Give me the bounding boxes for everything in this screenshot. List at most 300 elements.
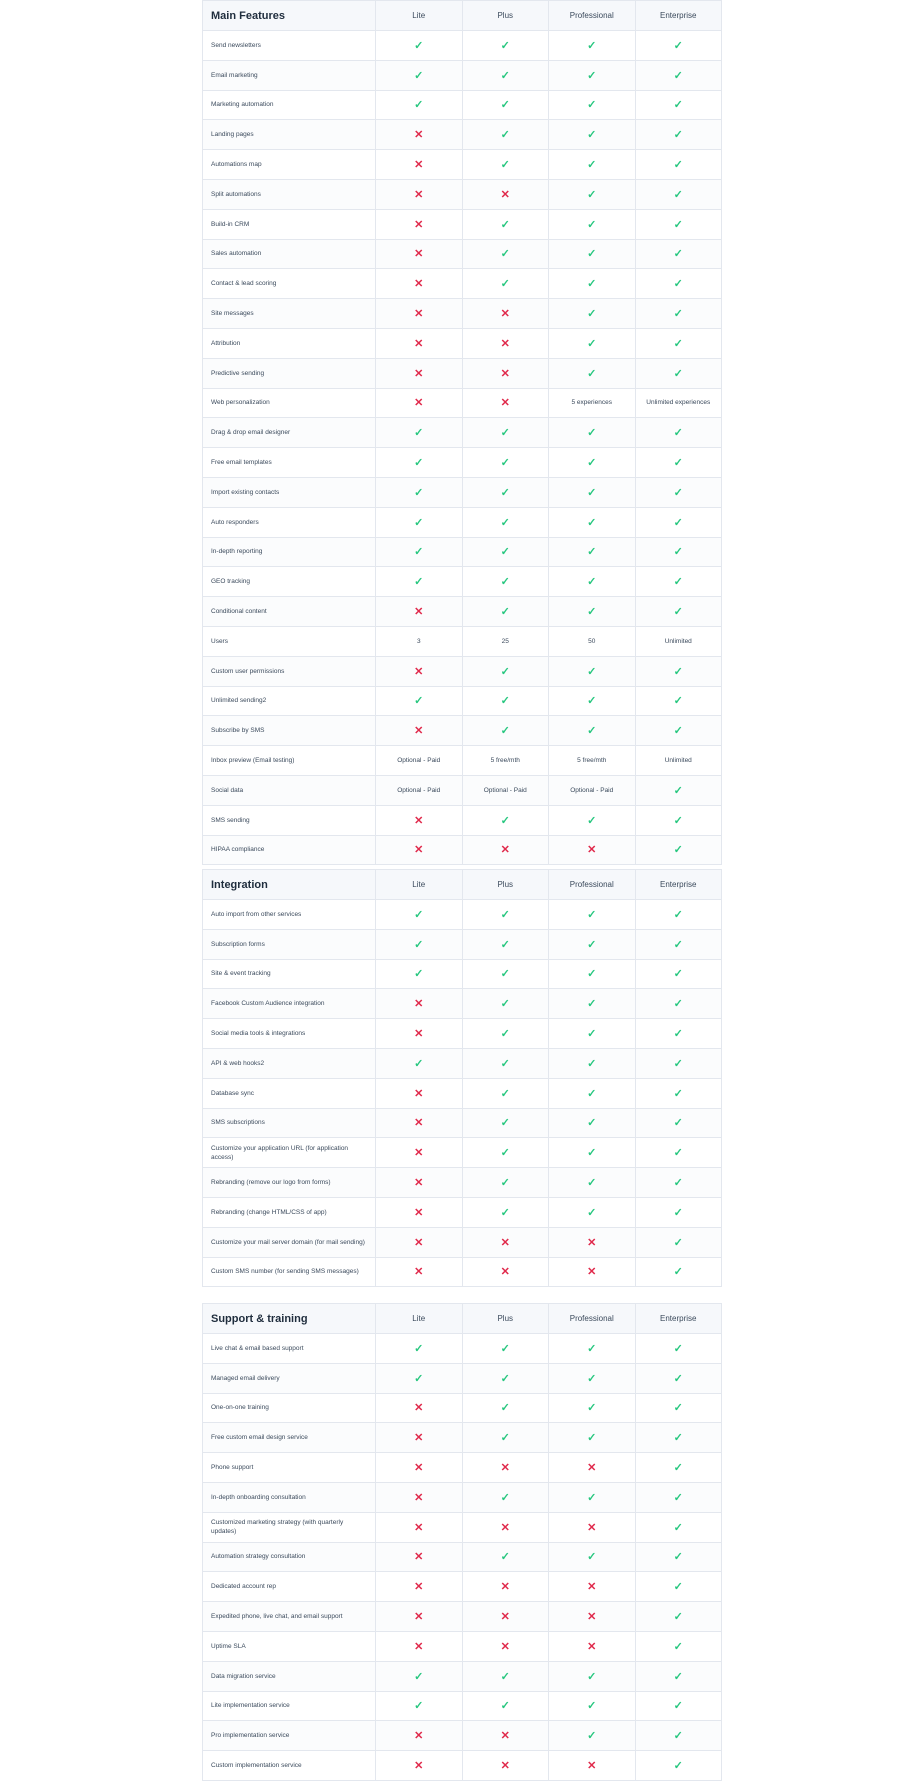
feature-label: Uptime SLA [203, 1631, 376, 1661]
check-icon: ✓ [673, 1177, 683, 1190]
check-icon: ✓ [673, 908, 683, 921]
plan-header-plus: Plus [462, 1304, 549, 1334]
cell-lite [376, 1019, 463, 1049]
table-row [203, 1108, 722, 1138]
cross-icon: ✕ [587, 1581, 597, 1594]
cell-professional [549, 507, 636, 537]
check-icon: ✓ [500, 1432, 510, 1445]
cell-professional [549, 1334, 636, 1364]
feature-label: Rebranding (remove our logo from forms) [203, 1168, 376, 1198]
cell-enterprise [635, 1631, 722, 1661]
check-icon: ✓ [414, 1342, 424, 1355]
check-icon: ✓ [414, 1700, 424, 1713]
cell-enterprise [635, 1512, 722, 1542]
feature-label: In-depth reporting [203, 537, 376, 567]
check-icon: ✓ [673, 99, 683, 112]
cell-professional [549, 1453, 636, 1483]
cross-icon: ✕ [500, 1462, 510, 1475]
cell-enterprise [635, 448, 722, 478]
cross-icon: ✕ [414, 1760, 424, 1773]
table-row [203, 537, 722, 567]
cell-plus [462, 179, 549, 209]
cross-icon: ✕ [414, 188, 424, 201]
check-icon: ✓ [587, 248, 597, 261]
check-icon: ✓ [673, 1462, 683, 1475]
cell-lite [376, 1453, 463, 1483]
cell-professional [549, 686, 636, 716]
check-icon: ✓ [587, 998, 597, 1011]
check-icon: ✓ [587, 39, 597, 52]
feature-label: Database sync [203, 1078, 376, 1108]
cell-lite [376, 656, 463, 686]
cell-professional [549, 328, 636, 358]
cell-plus [462, 1512, 549, 1542]
check-icon: ✓ [587, 457, 597, 470]
check-icon: ✓ [500, 516, 510, 529]
cell-value: 50 [588, 637, 596, 645]
cell-professional [549, 1197, 636, 1227]
cell-lite [376, 537, 463, 567]
cell-plus [462, 989, 549, 1019]
cell-value: Optional - Paid [397, 757, 441, 765]
cell-plus [462, 1048, 549, 1078]
cell-lite [376, 1423, 463, 1453]
check-icon: ✓ [500, 1342, 510, 1355]
cell-enterprise [635, 1048, 722, 1078]
comparison-table [202, 0, 722, 865]
cell-professional [549, 1482, 636, 1512]
cross-icon: ✕ [414, 1177, 424, 1190]
feature-label: Phone support [203, 1453, 376, 1483]
feature-label: HIPAA compliance [203, 835, 376, 865]
cross-icon: ✕ [414, 606, 424, 619]
cell-plus [462, 1751, 549, 1781]
feature-label: Email marketing [203, 60, 376, 90]
feature-label: Sales automation [203, 239, 376, 269]
cell-professional [549, 1168, 636, 1198]
check-icon: ✓ [500, 39, 510, 52]
cell-plus [462, 60, 549, 90]
check-icon: ✓ [673, 844, 683, 857]
cell-enterprise [635, 1602, 722, 1632]
plan-header-enterprise: Enterprise [635, 870, 722, 900]
check-icon: ✓ [673, 516, 683, 529]
feature-label: Managed email delivery [203, 1363, 376, 1393]
cell-value: Optional - Paid [483, 786, 527, 794]
check-icon: ✓ [500, 159, 510, 172]
cross-icon: ✕ [500, 1521, 510, 1534]
cell-lite [376, 686, 463, 716]
cross-icon: ✕ [500, 1266, 510, 1279]
table-row [203, 388, 722, 418]
check-icon: ✓ [673, 606, 683, 619]
cell-lite [376, 1197, 463, 1227]
table-row [203, 90, 722, 120]
cell-value: Unlimited [664, 637, 692, 645]
check-icon: ✓ [500, 129, 510, 142]
cell-lite [376, 328, 463, 358]
cell-enterprise [635, 1257, 722, 1287]
cell-enterprise [635, 597, 722, 627]
comparison-table [202, 869, 722, 1287]
table-row [203, 239, 722, 269]
cell-plus [462, 1197, 549, 1227]
table-row [203, 835, 722, 865]
cross-icon: ✕ [414, 248, 424, 261]
check-icon: ✓ [673, 784, 683, 797]
check-icon: ✓ [673, 1730, 683, 1743]
cell-enterprise [635, 835, 722, 865]
cell-lite [376, 835, 463, 865]
cell-plus [462, 1631, 549, 1661]
cell-value: Unlimited [664, 757, 692, 765]
cell-plus [462, 567, 549, 597]
plan-header-lite: Lite [376, 1, 463, 31]
table-row [203, 1512, 722, 1542]
feature-label: Custom user permissions [203, 656, 376, 686]
check-icon: ✓ [587, 308, 597, 321]
table-row [203, 1542, 722, 1572]
cell-professional [549, 1138, 636, 1168]
check-icon: ✓ [414, 576, 424, 589]
check-icon: ✓ [673, 1372, 683, 1385]
feature-label: In-depth onboarding consultation [203, 1482, 376, 1512]
cross-icon: ✕ [500, 308, 510, 321]
table-row [203, 716, 722, 746]
check-icon: ✓ [500, 278, 510, 291]
table-row [203, 1423, 722, 1453]
cell-professional [549, 1048, 636, 1078]
feature-label: Pro implementation service [203, 1721, 376, 1751]
cell-professional [549, 358, 636, 388]
check-icon: ✓ [414, 457, 424, 470]
feature-label: SMS subscriptions [203, 1108, 376, 1138]
cell-enterprise [635, 1138, 722, 1168]
check-icon: ✓ [414, 1372, 424, 1385]
check-icon: ✓ [673, 1640, 683, 1653]
cell-lite [376, 1363, 463, 1393]
cell-plus [462, 328, 549, 358]
check-icon: ✓ [414, 908, 424, 921]
cell-lite [376, 597, 463, 627]
check-icon: ✓ [673, 546, 683, 559]
check-icon: ✓ [500, 968, 510, 981]
feature-label: Inbox preview (Email testing) [203, 746, 376, 776]
integration-table-wrap [202, 869, 721, 1287]
check-icon: ✓ [673, 1670, 683, 1683]
check-icon: ✓ [587, 1206, 597, 1219]
support-training-table-wrap [202, 1303, 721, 1781]
cell-enterprise [635, 929, 722, 959]
cell-lite [376, 1482, 463, 1512]
check-icon: ✓ [500, 546, 510, 559]
section-title: Main Features [203, 1, 376, 31]
cell-lite [376, 1542, 463, 1572]
cell-lite [376, 1257, 463, 1287]
cross-icon: ✕ [587, 1640, 597, 1653]
cell-plus [462, 120, 549, 150]
table-row [203, 1631, 722, 1661]
cell-plus [462, 358, 549, 388]
table-header-row [203, 1, 722, 31]
cell-enterprise [635, 1661, 722, 1691]
check-icon: ✓ [587, 1147, 597, 1160]
cross-icon: ✕ [414, 665, 424, 678]
cross-icon: ✕ [414, 1462, 424, 1475]
cell-lite [376, 179, 463, 209]
cell-lite [376, 1334, 463, 1364]
cell-professional [549, 775, 636, 805]
feature-label: Build-in CRM [203, 209, 376, 239]
feature-label: Predictive sending [203, 358, 376, 388]
cross-icon: ✕ [414, 278, 424, 291]
plan-header-professional: Professional [549, 870, 636, 900]
check-icon: ✓ [414, 968, 424, 981]
cell-plus [462, 1168, 549, 1198]
check-icon: ✓ [673, 427, 683, 440]
cell-plus [462, 1721, 549, 1751]
cross-icon: ✕ [414, 1521, 424, 1534]
check-icon: ✓ [673, 69, 683, 82]
cell-lite [376, 746, 463, 776]
table-row [203, 805, 722, 835]
cell-enterprise [635, 358, 722, 388]
cell-enterprise [635, 989, 722, 1019]
check-icon: ✓ [587, 576, 597, 589]
feature-label: Auto import from other services [203, 900, 376, 930]
check-icon: ✓ [673, 248, 683, 261]
cell-lite [376, 388, 463, 418]
check-icon: ✓ [500, 665, 510, 678]
check-icon: ✓ [500, 606, 510, 619]
check-icon: ✓ [414, 69, 424, 82]
cell-lite [376, 929, 463, 959]
cell-lite [376, 989, 463, 1019]
table-row [203, 31, 722, 61]
cell-plus [462, 805, 549, 835]
cell-lite [376, 900, 463, 930]
check-icon: ✓ [673, 1700, 683, 1713]
check-icon: ✓ [673, 308, 683, 321]
cell-plus [462, 900, 549, 930]
feature-label: Import existing contacts [203, 477, 376, 507]
feature-label: Customize your mail server domain (for mail sending) [203, 1227, 376, 1257]
check-icon: ✓ [587, 1670, 597, 1683]
check-icon: ✓ [673, 1432, 683, 1445]
feature-label: API & web hooks2 [203, 1048, 376, 1078]
cell-enterprise [635, 1721, 722, 1751]
feature-label: Drag & drop email designer [203, 418, 376, 448]
check-icon: ✓ [673, 1057, 683, 1070]
cross-icon: ✕ [414, 159, 424, 172]
cell-plus [462, 1227, 549, 1257]
cell-lite [376, 239, 463, 269]
check-icon: ✓ [587, 908, 597, 921]
cell-enterprise [635, 537, 722, 567]
cell-professional [549, 418, 636, 448]
cross-icon: ✕ [587, 1462, 597, 1475]
cell-enterprise [635, 1453, 722, 1483]
feature-label: Custom implementation service [203, 1751, 376, 1781]
table-row [203, 1078, 722, 1108]
cross-icon: ✕ [414, 1266, 424, 1279]
cell-value: 5 experiences [571, 399, 612, 407]
feature-label: Send newsletters [203, 31, 376, 61]
cell-lite [376, 1168, 463, 1198]
cell-professional [549, 60, 636, 90]
cell-professional [549, 1602, 636, 1632]
cross-icon: ✕ [414, 1432, 424, 1445]
check-icon: ✓ [673, 1028, 683, 1041]
cell-plus [462, 239, 549, 269]
cross-icon: ✕ [500, 367, 510, 380]
cell-enterprise [635, 418, 722, 448]
cell-enterprise [635, 1691, 722, 1721]
feature-label: Social data [203, 775, 376, 805]
cell-plus [462, 477, 549, 507]
check-icon: ✓ [587, 1551, 597, 1564]
cell-professional [549, 805, 636, 835]
feature-label: Customized marketing strategy (with quarterly updates) [203, 1512, 376, 1542]
cell-professional [549, 1257, 636, 1287]
table-row [203, 1257, 722, 1287]
cell-plus [462, 448, 549, 478]
feature-label: Attribution [203, 328, 376, 358]
check-icon: ✓ [673, 1117, 683, 1130]
check-icon: ✓ [414, 39, 424, 52]
cross-icon: ✕ [414, 397, 424, 410]
cross-icon: ✕ [414, 1640, 424, 1653]
check-icon: ✓ [673, 218, 683, 231]
table-row [203, 1019, 722, 1049]
table-row [203, 418, 722, 448]
feature-label: Automation strategy consultation [203, 1542, 376, 1572]
cell-lite [376, 418, 463, 448]
feature-label: Conditional content [203, 597, 376, 627]
cell-plus [462, 1334, 549, 1364]
cell-professional [549, 388, 636, 418]
feature-label: Split automations [203, 179, 376, 209]
check-icon: ✓ [414, 546, 424, 559]
cell-enterprise [635, 1168, 722, 1198]
cell-professional [549, 1019, 636, 1049]
cell-plus [462, 746, 549, 776]
feature-label: Free email templates [203, 448, 376, 478]
check-icon: ✓ [500, 576, 510, 589]
cell-professional [549, 150, 636, 180]
table-row [203, 150, 722, 180]
table-row [203, 299, 722, 329]
cell-enterprise [635, 31, 722, 61]
cell-professional [549, 179, 636, 209]
table-header-row [203, 1304, 722, 1334]
check-icon: ✓ [500, 1372, 510, 1385]
cell-professional [549, 1423, 636, 1453]
check-icon: ✓ [587, 337, 597, 350]
cell-lite [376, 60, 463, 90]
table-row [203, 209, 722, 239]
cell-professional [549, 900, 636, 930]
check-icon: ✓ [673, 1521, 683, 1534]
check-icon: ✓ [587, 1700, 597, 1713]
feature-label: Landing pages [203, 120, 376, 150]
cell-lite [376, 1602, 463, 1632]
cell-professional [549, 1542, 636, 1572]
cell-lite [376, 299, 463, 329]
cell-enterprise [635, 209, 722, 239]
cell-plus [462, 31, 549, 61]
check-icon: ✓ [673, 1491, 683, 1504]
check-icon: ✓ [673, 159, 683, 172]
check-icon: ✓ [587, 665, 597, 678]
cross-icon: ✕ [500, 337, 510, 350]
plan-header-enterprise: Enterprise [635, 1304, 722, 1334]
cell-professional [549, 567, 636, 597]
check-icon: ✓ [500, 1670, 510, 1683]
check-icon: ✓ [673, 695, 683, 708]
table-header-row [203, 870, 722, 900]
cell-enterprise [635, 716, 722, 746]
check-icon: ✓ [500, 69, 510, 82]
cell-lite [376, 269, 463, 299]
check-icon: ✓ [587, 218, 597, 231]
cell-lite [376, 1108, 463, 1138]
table-row [203, 1227, 722, 1257]
cell-professional [549, 626, 636, 656]
check-icon: ✓ [414, 486, 424, 499]
cell-professional [549, 835, 636, 865]
table-row [203, 328, 722, 358]
cell-plus [462, 959, 549, 989]
table-row [203, 597, 722, 627]
cross-icon: ✕ [414, 1551, 424, 1564]
cell-professional [549, 477, 636, 507]
check-icon: ✓ [587, 69, 597, 82]
feature-label: Web personalization [203, 388, 376, 418]
table-row [203, 1572, 722, 1602]
cell-lite [376, 1512, 463, 1542]
section-title: Integration [203, 870, 376, 900]
cell-enterprise [635, 1482, 722, 1512]
cell-enterprise [635, 60, 722, 90]
cell-enterprise [635, 1542, 722, 1572]
check-icon: ✓ [673, 39, 683, 52]
table-row [203, 1721, 722, 1751]
cell-professional [549, 1108, 636, 1138]
cell-lite [376, 959, 463, 989]
cell-lite [376, 1227, 463, 1257]
cell-value: 25 [501, 637, 509, 645]
cell-professional [549, 537, 636, 567]
cell-plus [462, 1602, 549, 1632]
cross-icon: ✕ [414, 998, 424, 1011]
cell-enterprise [635, 1363, 722, 1393]
cell-lite [376, 31, 463, 61]
check-icon: ✓ [500, 1057, 510, 1070]
main-features-table-wrap [202, 0, 721, 865]
check-icon: ✓ [673, 1581, 683, 1594]
check-icon: ✓ [414, 99, 424, 112]
cell-lite [376, 477, 463, 507]
cell-plus [462, 686, 549, 716]
cross-icon: ✕ [414, 1117, 424, 1130]
cell-lite [376, 209, 463, 239]
table-row [203, 1453, 722, 1483]
cell-enterprise [635, 626, 722, 656]
table-row [203, 477, 722, 507]
table-row [203, 448, 722, 478]
cell-enterprise [635, 1572, 722, 1602]
